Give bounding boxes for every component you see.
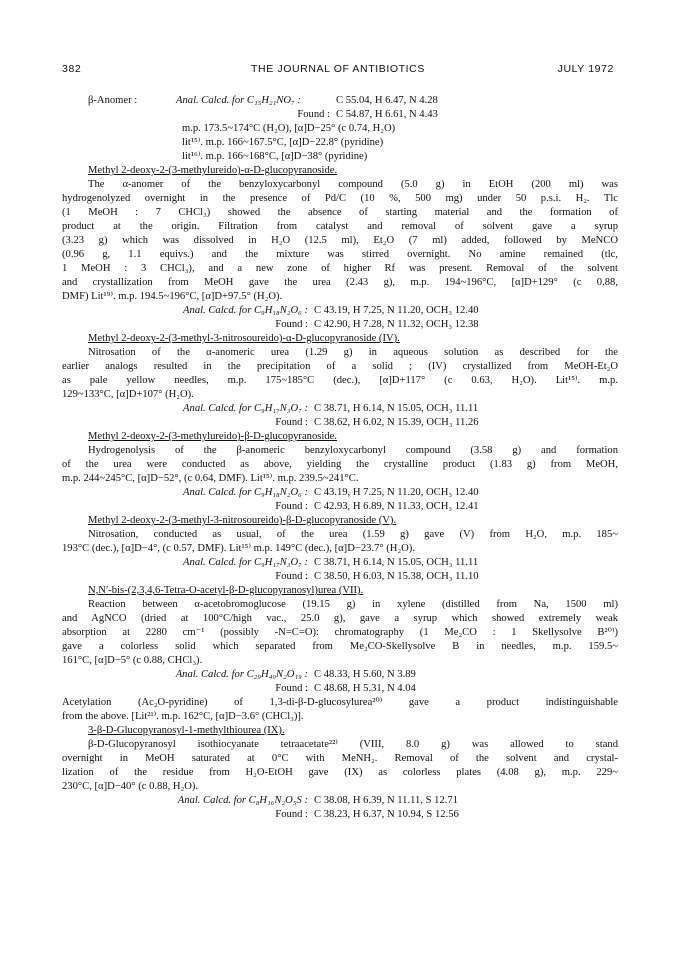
text-line: as pale yellow needles, m.p. 175~185°C (dec.), [α]D+117° (c 0.63, H₂O). Lit¹⁵⁾. m.p. (62, 375, 618, 386)
section-heading: 3-β-D-Glucopyranosyl-1-methylthiourea (IX). (88, 725, 285, 736)
text-line: 161°C, [α]D−5° (c 0.88, CHCl₃). (62, 655, 203, 666)
found-label: Found : (275, 319, 308, 330)
text-line: 230°C, [α]D−40° (c 0.88, H₂O). (62, 781, 199, 792)
section-heading: Methyl 2-deoxy-2-(3-methyl-3-nitrosoureido)-α-D-glucopyranoside (IV). (88, 333, 400, 344)
text-line: and AgNCO (dried at 100°C/high vac., 25.0 g), gave a syrup which showed extremely weak (62, 613, 618, 624)
found-value: C 48.68, H 5.31, N 4.04 (314, 683, 416, 694)
text-line: (3.23 g) which was dissolved in H₂O (12.5 ml), Et₂O (7 ml) added, followed by MeNCO (62, 235, 618, 246)
found-row (62, 318, 618, 332)
text-line: 1 MeOH : 3 CHCl₃), and a new zone of higher Rf was present. Removal of the solvent (62, 263, 618, 274)
text-line: of the urea were conducted as above, yielding the crystalline product (1.83 g) from MeOH, (62, 459, 618, 470)
text-line: gave a colorless solid which separated from Me₂CO-Skellysolve B in needles, m.p. 159.5~ (62, 641, 618, 652)
anal-calcd-row (62, 486, 618, 500)
found-value: C 38.62, H 6.02, N 15.39, OCH₃ 11.26 (314, 417, 479, 428)
found-label: Found : (297, 109, 330, 120)
text-line: Reaction between α-acetobromoglucose (19.15 g) in xylene (distilled from Na, 1500 ml) (88, 599, 618, 610)
found-value: C 54.87, H 6.61, N 4.43 (336, 109, 438, 120)
anal-calcd-row (62, 304, 618, 318)
text-line: Hydrogenolysis of the β-anomeric benzyloxycarbonyl compound (3.58 g) and formation (88, 445, 618, 456)
text-line: m.p. 244~245°C, [α]D−52°, (c 0.64, DMF). Lit¹⁵⁾. m.p. 239.5~241°C. (62, 473, 359, 484)
text-line: 193°C (dec.), [α]D−4°, (c 0.57, DMF). Lit¹⁵⁾ m.p. 149°C (dec.), [α]D−23.7° (H₂O). (62, 543, 415, 554)
found-row (62, 570, 618, 584)
section-alpha-nitrosourea (62, 332, 618, 430)
page-number: 382 (62, 63, 82, 75)
text-line: 129~133°C, [α]D+107° (H₂O). (62, 389, 194, 400)
found-row (62, 416, 618, 430)
found-label: Found : (275, 417, 308, 428)
anal-label: Anal. Calcd. for C₉H₁₇N₃O₇ : (183, 557, 308, 568)
text-line: β-D-Glucopyranosyl isothiocyanate tetraacetate²²⁾ (VIII, 8.0 g) was allowed to stand (88, 739, 618, 750)
found-value: C 42.93, H 6.89, N 11.33, OCH₃ 12.41 (314, 501, 479, 512)
anal-calcd-row (62, 556, 618, 570)
section-beta-nitrosourea (62, 514, 618, 584)
found-value: C 38.23, H 6.37, N 10.94, S 12.56 (314, 809, 459, 820)
anal-value: C 43.19, H 7.25, N 11.20, OCH₃ 12.40 (314, 305, 479, 316)
anal-calcd-row (62, 402, 618, 416)
running-header (62, 62, 614, 76)
mp-line: lit¹⁵⁾. m.p. 166~167.5°C, [α]D−22.8° (pyridine) (182, 137, 384, 148)
article-body (62, 94, 618, 822)
issue-date: JULY 1972 (557, 63, 614, 75)
found-label: Found : (275, 809, 308, 820)
beta-anomer-block (62, 94, 618, 164)
anal-value: C 38.71, H 6.14, N 15.05, OCH₃ 11.11 (314, 403, 479, 414)
text-line: The α-anomer of the benzyloxycarbonyl compound (5.0 g) in EtOH (200 ml) was (88, 179, 618, 190)
found-row (62, 682, 618, 696)
anal-value: C 38.08, H 6.39, N 11.11, S 12.71 (314, 795, 459, 806)
found-label: Found : (275, 501, 308, 512)
anomer-label: β-Anomer : (88, 95, 138, 106)
text-line: from the above. [Lit²¹⁾. m.p. 162°C, [α]D−3.6° (CHCl₃)]. (62, 711, 304, 722)
text-line: Nitrosation, conducted as usual, of the urea (1.59 g) gave (V) from H₂O, m.p. 185~ (88, 529, 618, 540)
text-line: earlier analogs resulted in the precipitation of a solid ; (IV) crystallized from MeOH-Et₂O (62, 361, 618, 372)
section-heading: Methyl 2-deoxy-2-(3-methylureido)-β-D-glucopyranoside. (88, 431, 337, 442)
anal-value: C 55.04, H 6.47, N 4.28 (336, 95, 438, 106)
section-alpha-urea (62, 164, 618, 332)
found-row (62, 108, 618, 122)
mp-line: lit¹⁶⁾. m.p. 166~168°C, [α]D−38° (pyridine) (182, 151, 368, 162)
anal-value: C 43.19, H 7.25, N 11.20, OCH₃ 12.40 (314, 487, 479, 498)
section-beta-urea (62, 430, 618, 514)
text-line: overnight in MeOH saturated at 0°C with MeNH₂. Removal of the solvent and crystal- (62, 753, 618, 764)
anal-calcd-row (62, 668, 618, 682)
anal-calcd-row (62, 94, 618, 108)
anal-calcd-row (62, 794, 618, 808)
anal-label: Anal. Calcd. for C₉H₁₇N₃O₇ : (183, 403, 308, 414)
section-bis-urea (62, 584, 618, 724)
anal-label: Anal. Calcd. for C₉H₁₈N₂O₆ : (183, 487, 308, 498)
journal-title: THE JOURNAL OF ANTIBIOTICS (251, 63, 425, 75)
text-line: and crystallization from MeOH gave the urea (2.43 g), m.p. 194~196°C, [α]D+129° (c 0.88, (62, 277, 618, 288)
text-line: (0.96 g, 1.1 equivs.) and the mixture was stirred overnight. No amine remained (tlc, (62, 249, 618, 260)
section-heading: Methyl 2-deoxy-2-(3-methyl-3-nitrosoureido)-β-D-glucopyranoside (V). (88, 515, 397, 526)
section-heading: N,N′-bis-(2,3,4,6-Tetra-O-acetyl-β-D-glucopyranosyl)urea (VII). (88, 585, 364, 596)
section-thiourea (62, 724, 618, 822)
anal-label: Anal. Calcd. for C₈H₁₆N₂O₅S : (177, 795, 308, 806)
mp-line: m.p. 173.5~174°C (H₂O), [α]D−25° (c 0.74, H₂O) (182, 123, 396, 134)
text-line: lization of the residue from H₂O-EtOH gave (IX) as colorless plates (4.08 g), m.p. 229~ (62, 767, 618, 778)
text-line: Nitrosation of the α-anomeric urea (1.29 g) in aqueous solution as described for the (88, 347, 618, 358)
text-line: hydrogenolyzed overnight in the presence of Pd/C (10 %, 500 mg) under 50 p.s.i. H₂. Tlc (62, 193, 618, 204)
text-line: product at the origin. Filtration from catalyst and removal of solvent gave a syrup (62, 221, 618, 232)
anal-value: C 38.71, H 6.14, N 15.05, OCH₃ 11.11 (314, 557, 479, 568)
found-row (62, 500, 618, 514)
text-line: (1 MeOH : 7 CHCl₃) showed the absence of starting material and the formation of (62, 207, 618, 218)
anal-label: Anal. Calcd. for C₂₉H₄₀N₂O₁₉ : (175, 669, 308, 680)
found-value: C 42.90, H 7.28, N 11.32, OCH₃ 12.38 (314, 319, 479, 330)
anal-label: Anal. Calcd. for C₁₅H₂₁NO₇ : (176, 95, 301, 106)
found-label: Found : (275, 683, 308, 694)
found-label: Found : (275, 571, 308, 582)
text-line: DMF) Lit¹⁹⁾. m.p. 194.5~196°C, [α]D+97.5° (H₂O). (62, 291, 283, 302)
text-line: absorption at 2280 cm⁻¹ (possibly -N=C=O): chromatography (1 Me₂CO : 1 Skellysolve B²⁰⁾) (62, 627, 618, 638)
found-value: C 38.50, H 6.03, N 15.38, OCH₃ 11.10 (314, 571, 479, 582)
anal-label: Anal. Calcd. for C₉H₁₈N₂O₆ : (183, 305, 308, 316)
anal-value: C 48.33, H 5.60, N 3.89 (314, 669, 416, 680)
section-heading: Methyl 2-deoxy-2-(3-methylureido)-α-D-glucopyranoside. (88, 165, 338, 176)
found-row (62, 808, 618, 822)
text-line: Acetylation (Ac₂O-pyridine) of 1,3-di-β-D-glucosylurea²⁰⁾ gave a product indistinguishable (62, 697, 618, 708)
